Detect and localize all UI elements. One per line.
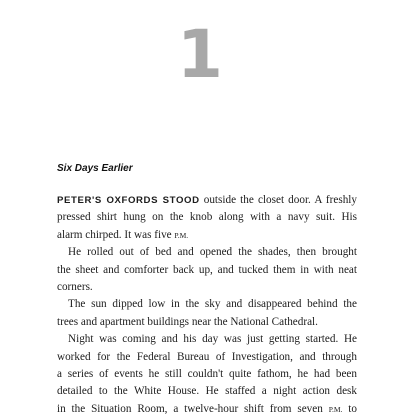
paragraph-line: The sun dipped low in the sky and disappeared behind the [68,298,357,311]
paragraph-line: pressed shirt hung on the knob along with a navy suit. His [57,211,357,224]
paragraph-line [57,401,357,418]
paragraph-line: corners. [57,280,93,293]
chapter-body-text [57,192,357,418]
time-abbreviation: P.M. [328,404,343,414]
line-text: alarm chirped. It was five [57,228,175,241]
paragraph-line: the sheet and comforter back up, and tucked them in with neat [57,263,357,276]
paragraph-line: detailed to the White House. He staffed a night action desk [57,385,357,398]
line-text: outside the closet door. A freshly [199,194,357,206]
paragraph-line: a series of events he still couldn't quite fathom, he had been [57,367,357,380]
paragraph-line [57,192,357,209]
chapter-number: 1 [177,16,223,93]
paragraph-line: Night was coming and his day was just getting started. He [68,333,357,346]
line-text: in the Situation Room, a twelve-hour shift from seven [57,402,329,415]
line-text: to [342,402,358,415]
paragraph-line [57,227,357,244]
time-abbreviation: P.M. [174,230,189,240]
paragraph-line: trees and apartment buildings near the National Cathedral. [57,315,318,328]
lead-in-small-caps: PETER'S OXFORDS STOOD [57,195,200,206]
section-heading: Six Days Earlier [57,163,133,174]
paragraph-line: worked for the Federal Bureau of Investigation, and through [57,350,357,363]
paragraph-line: He rolled out of bed and opened the shades, then brought [68,246,357,259]
